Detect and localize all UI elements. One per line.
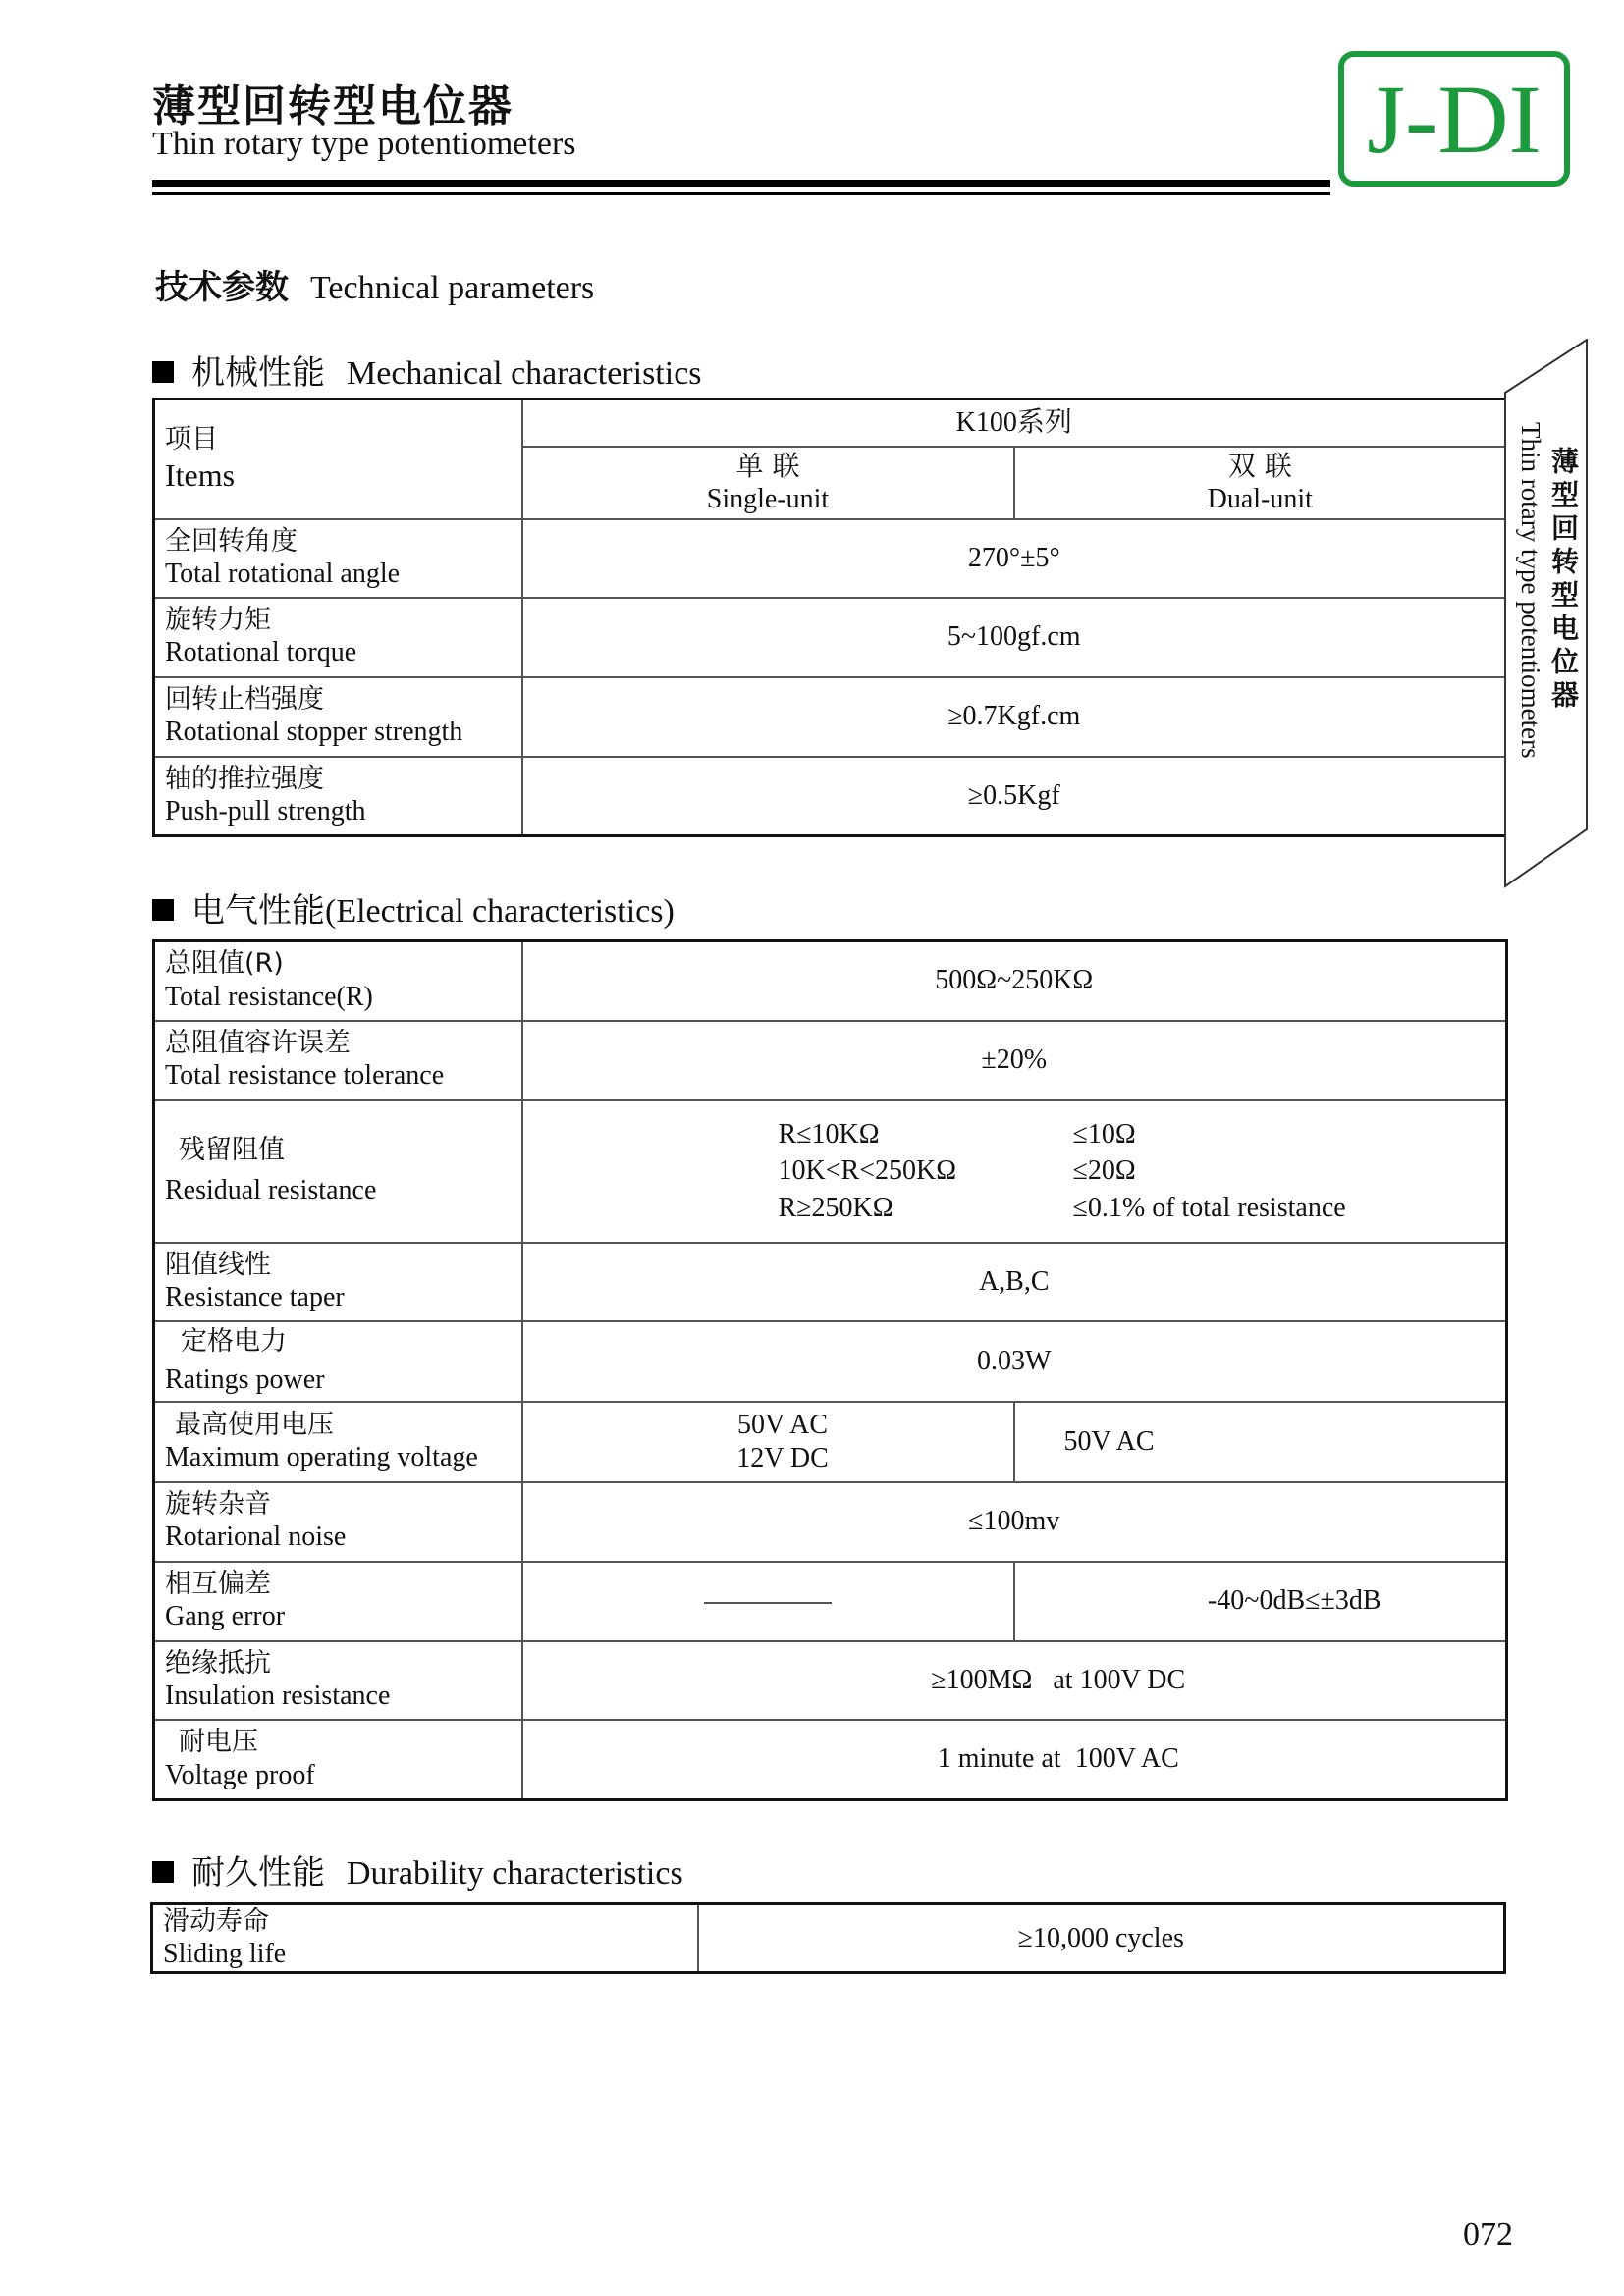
table-row — [154, 941, 1507, 1021]
row-value: ≥100MΩ at 100V DC — [522, 1641, 1507, 1720]
residual-cond: R≤10KΩ — [778, 1118, 880, 1149]
durability-title-en: Durability characteristics — [347, 1855, 683, 1892]
row-value: ≥0.7Kgf.cm — [522, 677, 1507, 757]
page-title-en: Thin rotary type potentiometers — [152, 126, 576, 162]
durability-title-cn: 耐久性能 — [191, 1853, 325, 1893]
row-value: 1 minute at 100V AC — [522, 1720, 1507, 1800]
mechanical-table — [152, 398, 1508, 837]
dual-unit-value: -40~0dB≤±3dB — [1014, 1562, 1507, 1641]
table-row — [154, 1021, 1507, 1100]
electrical-title: 电气性能(Electrical characteristics) — [191, 893, 675, 930]
tech-params-cn: 技术参数 — [155, 268, 289, 307]
table-row — [154, 1402, 1507, 1482]
durability-table — [150, 1902, 1506, 1974]
row-label: 总阻值容许误差 Total resistance tolerance — [154, 1021, 522, 1100]
row-value: 0.03W — [522, 1321, 1507, 1402]
series-header: K100系列 — [522, 400, 1507, 447]
single-unit-value: 50V AC 12V DC — [522, 1402, 1014, 1482]
header-rule-thick — [152, 180, 1330, 187]
residual-value: ≤0.1% of total resistance — [1072, 1192, 1346, 1223]
side-tab-text-en: Thin rotary type potentiometers — [1516, 422, 1545, 759]
page-number: 072 — [1463, 2216, 1513, 2253]
tech-params-heading — [155, 260, 594, 308]
row-value: ≥0.5Kgf — [522, 757, 1507, 836]
row-label: 最高使用电压 Maximum operating voltage — [154, 1402, 522, 1482]
residual-cond: 10K<R<250KΩ — [778, 1155, 957, 1187]
row-value: ≤100mv — [522, 1482, 1507, 1562]
row-label: 全回转角度 Total rotational angle — [154, 519, 522, 598]
row-label: 阻值线性 Resistance taper — [154, 1243, 522, 1321]
electrical-heading — [152, 883, 675, 932]
row-label: 滑动寿命 Sliding life — [152, 1904, 698, 1973]
row-label: 相互偏差 Gang error — [154, 1562, 522, 1641]
row-label: 绝缘抵抗 Insulation resistance — [154, 1641, 522, 1720]
table-row — [154, 1720, 1507, 1800]
dash-line — [704, 1602, 832, 1604]
table-row — [154, 1243, 1507, 1321]
residual-values — [522, 1100, 1507, 1243]
brand-logo: J-DI — [1338, 51, 1570, 187]
bullet-square-icon — [152, 899, 174, 921]
row-value: ≥10,000 cycles — [698, 1904, 1505, 1973]
table-row — [154, 519, 1507, 598]
table-row — [154, 1321, 1507, 1402]
row-label: 轴的推拉强度 Push-pull strength — [154, 757, 522, 836]
row-label: 耐电压 Voltage proof — [154, 1720, 522, 1800]
row-label: 定格电力 Ratings power — [154, 1321, 522, 1402]
row-value: ±20% — [522, 1021, 1507, 1100]
residual-cond: R≥250KΩ — [778, 1192, 893, 1223]
items-header: 项目 Items — [154, 400, 522, 519]
mechanical-title-cn: 机械性能 — [191, 353, 325, 393]
residual-value: ≤10Ω — [1072, 1118, 1136, 1149]
row-value: 5~100gf.cm — [522, 598, 1507, 677]
table-row — [154, 598, 1507, 677]
table-row — [154, 1482, 1507, 1562]
table-row — [154, 757, 1507, 836]
row-value: A,B,C — [522, 1243, 1507, 1321]
row-label: 残留阻值 Residual resistance — [154, 1100, 522, 1243]
row-label: 总阻值(R) Total resistance(R) — [154, 941, 522, 1021]
row-label: 旋转杂音 Rotarional noise — [154, 1482, 522, 1562]
single-unit-header: 单 联 Single-unit — [522, 447, 1014, 519]
dual-unit-value: 50V AC — [1014, 1402, 1507, 1482]
tech-params-en: Technical parameters — [310, 270, 595, 306]
mechanical-title-en: Mechanical characteristics — [347, 355, 702, 392]
table-row — [154, 1562, 1507, 1641]
table-row — [154, 1641, 1507, 1720]
single-unit-dash — [522, 1562, 1014, 1641]
table-row — [154, 677, 1507, 757]
residual-value: ≤20Ω — [1072, 1155, 1136, 1187]
row-value: 270°±5° — [522, 519, 1507, 598]
row-value: 500Ω~250KΩ — [522, 941, 1507, 1021]
electrical-table — [152, 939, 1508, 1801]
durability-heading — [152, 1845, 683, 1894]
side-tab-text-cn: 薄型回转型电位器 — [1547, 447, 1580, 714]
row-label: 旋转力矩 Rotational torque — [154, 598, 522, 677]
mechanical-heading — [152, 346, 702, 394]
page-title-cn: 薄型回转型电位器 — [152, 81, 514, 132]
dual-unit-header: 双 联 Dual-unit — [1014, 447, 1507, 519]
row-label: 回转止档强度 Rotational stopper strength — [154, 677, 522, 757]
table-row — [152, 1904, 1505, 1973]
table-row — [154, 1100, 1507, 1243]
bullet-square-icon — [152, 1861, 174, 1883]
bullet-square-icon — [152, 361, 174, 383]
header-rule-thin — [152, 192, 1330, 195]
